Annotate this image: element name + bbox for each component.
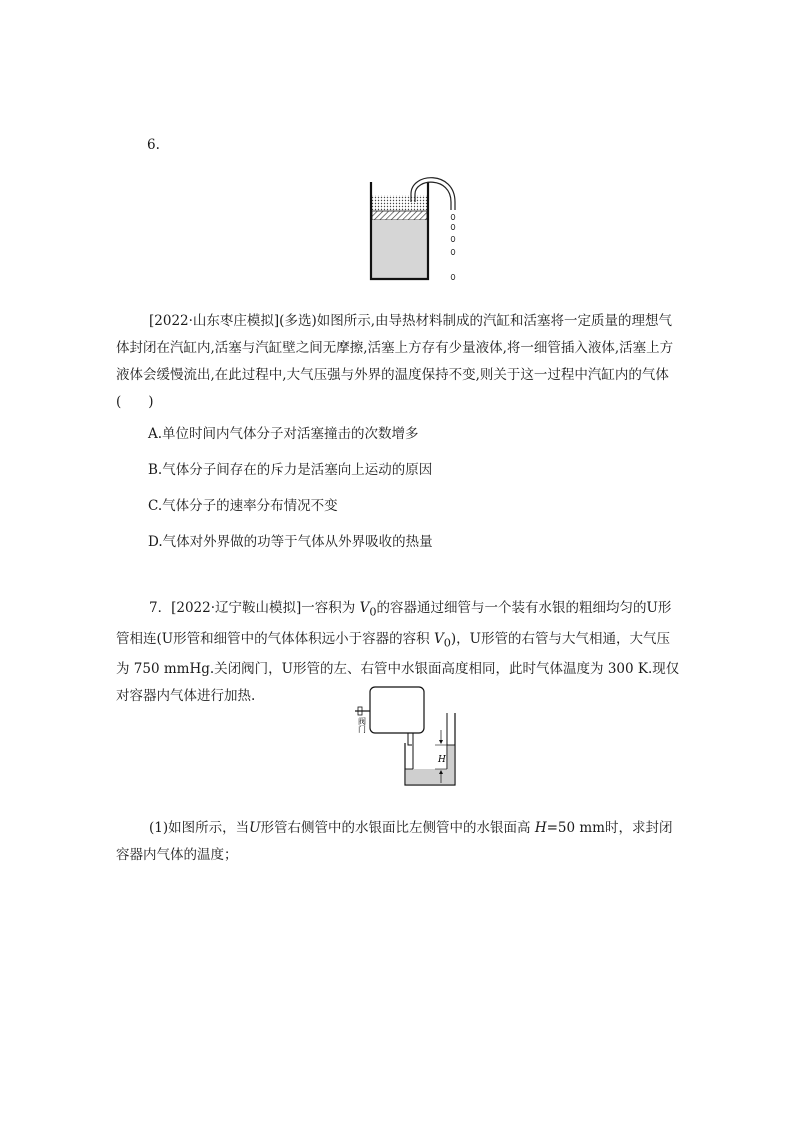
h-label: H bbox=[438, 755, 446, 765]
mercury-bottom bbox=[406, 769, 455, 784]
container bbox=[370, 687, 424, 733]
question-7-stem: 7．[2022·辽宁鞍山模拟]一容积为 $V_0$的容器通过细管与一个装有水银的粗细均匀的U形管相连(U形管和细管中的气体体积远小于容器的容积 $V_0$)，U形管的右管与大气相通，大气压为 750 mmHg.关闭阀门，U形管的左、右管中水银面高度相同，此时气体温度为 300 K.现仅对容器内气体进行加热. bbox=[116, 600, 680, 705]
drop bbox=[451, 249, 455, 254]
drop bbox=[451, 236, 455, 241]
option-c: C.气体分子的速率分布情况不变 bbox=[148, 498, 338, 514]
valve-label: 阀门 bbox=[357, 717, 367, 733]
piston bbox=[372, 211, 427, 220]
question-6-stem: [2022·山东枣庄模拟](多选)如图所示,由导热材料制成的汽缸和活塞将一定质量的理想气体封闭在汽缸内,活塞与汽缸壁之间无摩擦,活塞上方存有少量液体,将一细管插入液体,活塞上方液体会缓慢流出,在此过程中,大气压强与外界的温度保持不变,则关于这一过程中汽缸内的气体( ) bbox=[116, 313, 674, 410]
drop bbox=[451, 224, 455, 229]
question-7-part-1: (1)如图所示，当U形管右侧管中的水银面比左侧管中的水银面高 H=50 mm时，求封闭容器内气体的温度； bbox=[116, 820, 673, 863]
cylinder-piston-figure bbox=[365, 172, 465, 287]
option-b: B.气体分子间存在的斥力是活塞向上运动的原因 bbox=[148, 462, 433, 478]
option-d: D.气体对外界做的功等于气体从外界吸收的热量 bbox=[148, 534, 433, 550]
question-6-number: 6. bbox=[147, 137, 160, 153]
option-a: A.单位时间内气体分子对活塞撞击的次数增多 bbox=[148, 426, 419, 442]
drop bbox=[451, 214, 455, 219]
drop bbox=[451, 274, 455, 279]
liquid-layer bbox=[372, 195, 427, 211]
gas-region bbox=[372, 220, 427, 278]
u-tube-figure bbox=[355, 685, 465, 791]
